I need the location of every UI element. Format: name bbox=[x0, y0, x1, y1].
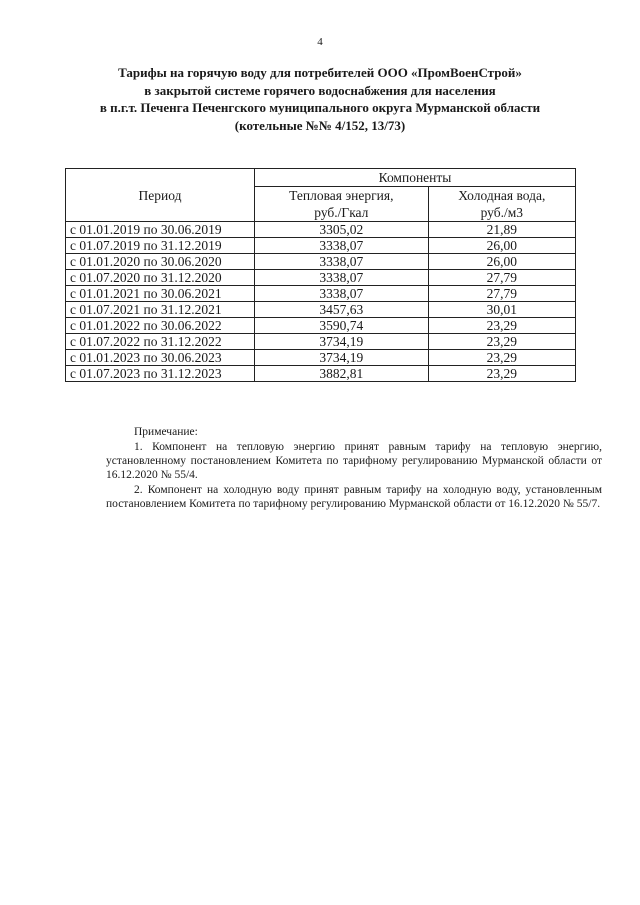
period-cell: с 01.01.2021 по 30.06.2021 bbox=[66, 286, 255, 302]
notes-heading: Примечание: bbox=[134, 426, 198, 438]
thermal-energy-label: Тепловая энергия, bbox=[289, 188, 394, 203]
tariff-rows bbox=[66, 222, 576, 382]
notes-section bbox=[106, 425, 602, 512]
components-header: Компоненты bbox=[255, 169, 576, 187]
period-cell: с 01.07.2023 по 31.12.2023 bbox=[66, 366, 255, 382]
thermal-energy-cell: 3734,19 bbox=[255, 334, 429, 350]
period-cell: с 01.07.2020 по 31.12.2020 bbox=[66, 270, 255, 286]
thermal-energy-unit: руб./Гкал bbox=[314, 205, 369, 220]
cold-water-cell: 23,29 bbox=[428, 318, 575, 334]
page-number: 4 bbox=[317, 36, 323, 48]
cold-water-cell: 26,00 bbox=[428, 238, 575, 254]
period-cell: с 01.07.2021 по 31.12.2021 bbox=[66, 302, 255, 318]
thermal-energy-cell: 3338,07 bbox=[255, 254, 429, 270]
cold-water-cell: 30,01 bbox=[428, 302, 575, 318]
thermal-energy-cell: 3590,74 bbox=[255, 318, 429, 334]
table-row bbox=[66, 334, 576, 350]
period-cell: с 01.01.2022 по 30.06.2022 bbox=[66, 318, 255, 334]
thermal-energy-cell: 3305,02 bbox=[255, 222, 429, 238]
table-row bbox=[66, 238, 576, 254]
title-line-2: в закрытой системе горячего водоснабжения для населения bbox=[144, 82, 496, 98]
title-line-3: в п.г.т. Печенга Печенгского муниципального округа Мурманской области bbox=[99, 100, 541, 115]
cold-water-label: Холодная вода, bbox=[458, 188, 546, 203]
note-item: 1. Компонент на тепловую энергию принят равным тарифу на тепловую энергию, установленному постановлением Комитета по тарифному регулированию Мурманской области от 16.12.2020 № 55/4. bbox=[106, 441, 602, 481]
period-header: Период bbox=[66, 169, 255, 222]
title-line-1: Тарифы на горячую воду для потребителей ООО «ПромВоенСтрой» bbox=[118, 65, 522, 80]
thermal-energy-cell: 3338,07 bbox=[255, 270, 429, 286]
cold-water-cell: 27,79 bbox=[428, 286, 575, 302]
thermal-energy-cell: 3457,63 bbox=[255, 302, 429, 318]
table-row bbox=[66, 318, 576, 334]
tariff-table bbox=[65, 168, 576, 382]
period-cell: с 01.07.2022 по 31.12.2022 bbox=[66, 334, 255, 350]
cold-water-cell: 27,79 bbox=[428, 270, 575, 286]
table-row bbox=[66, 222, 576, 238]
period-cell: с 01.01.2020 по 30.06.2020 bbox=[66, 254, 255, 270]
thermal-energy-cell: 3338,07 bbox=[255, 238, 429, 254]
cold-water-cell: 26,00 bbox=[428, 254, 575, 270]
cold-water-cell: 23,29 bbox=[428, 350, 575, 366]
table-row bbox=[66, 366, 576, 382]
thermal-energy-cell: 3882,81 bbox=[255, 366, 429, 382]
document-title bbox=[40, 64, 600, 134]
title-line-4: (котельные №№ 4/152, 13/73) bbox=[234, 117, 406, 133]
table-row bbox=[66, 270, 576, 286]
cold-water-cell: 23,29 bbox=[428, 366, 575, 382]
thermal-energy-cell: 3734,19 bbox=[255, 350, 429, 366]
note-item: 2. Компонент на холодную воду принят равным тарифу на холодную воду, установленным постановлением Комитета по тарифному регулированию Мурманской области от 16.12.2020 № 55/7. bbox=[106, 484, 602, 510]
cold-water-cell: 23,29 bbox=[428, 334, 575, 350]
cold-water-unit: руб./м3 bbox=[480, 205, 524, 220]
cold-water-cell: 21,89 bbox=[428, 222, 575, 238]
table-row bbox=[66, 286, 576, 302]
thermal-energy-cell: 3338,07 bbox=[255, 286, 429, 302]
table-row bbox=[66, 302, 576, 318]
table-row bbox=[66, 254, 576, 270]
period-cell: с 01.07.2019 по 31.12.2019 bbox=[66, 238, 255, 254]
period-cell: с 01.01.2019 по 30.06.2019 bbox=[66, 222, 255, 238]
period-cell: с 01.01.2023 по 30.06.2023 bbox=[66, 350, 255, 366]
cold-water-header bbox=[428, 187, 575, 222]
table-row bbox=[66, 350, 576, 366]
thermal-energy-header bbox=[255, 187, 429, 222]
